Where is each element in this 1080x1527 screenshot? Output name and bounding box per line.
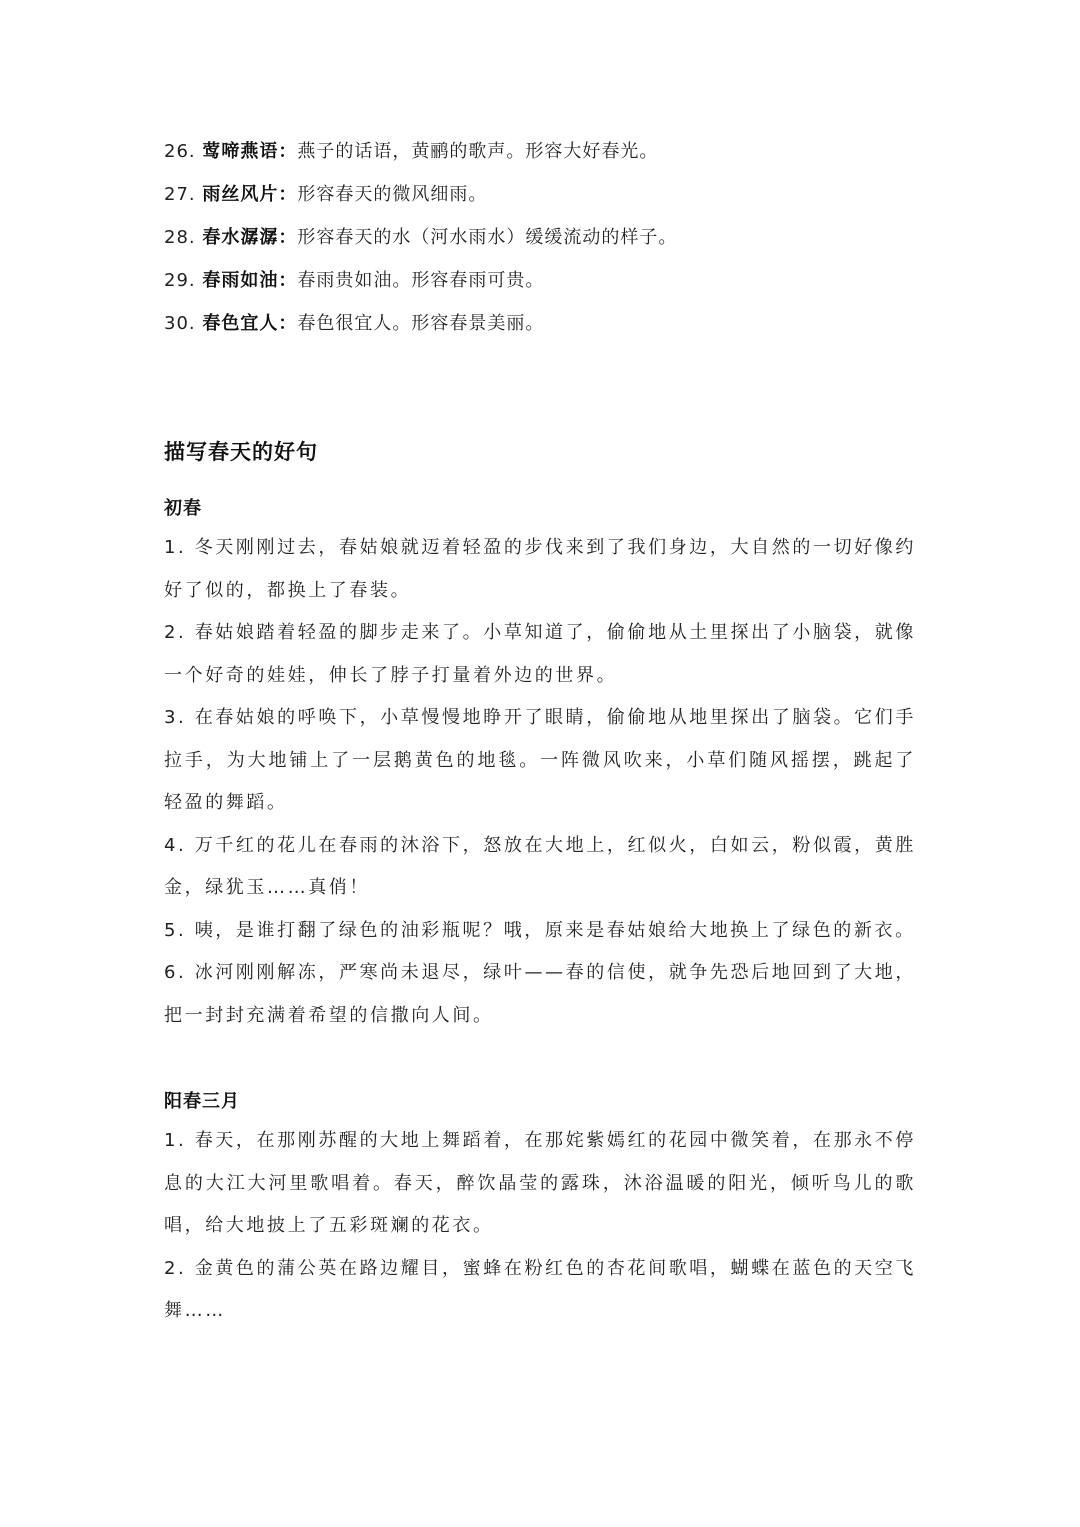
sentence-item: 6. 冰河刚刚解冻，严寒尚未退尽，绿叶——春的信使，就争先恐后地回到了大地，把一封封充满着希望的信撒向人间。: [164, 962, 916, 1026]
idiom-item: [164, 302, 924, 345]
sentence-item: 5. 咦，是谁打翻了绿色的油彩瓶呢？哦，原来是春姑娘给大地换上了绿色的新衣。: [164, 919, 916, 941]
sentence-item: 1. 春天，在那刚苏醒的大地上舞蹈着，在那姹紫嫣红的花园中微笑着，在那永不停息的大江大河里歌唱着。春天，醉饮晶莹的露珠，沐浴温暖的阳光，倾听鸟儿的歌唱，给大地披上了五彩斑斓的花衣。: [164, 1130, 916, 1236]
idiom-description: 春色很宜人。形容春景美丽。: [297, 313, 545, 334]
section-title: 描写春天的好句: [164, 440, 318, 464]
sentence-item: 3. 在春姑娘的呼唤下，小草慢慢地睁开了眼睛，偷偷地从地里探出了脑袋。它们手拉手，为大地铺上了一层鹅黄色的地毯。一阵微风吹来，小草们随风摇摆，跳起了轻盈的舞蹈。: [164, 707, 916, 813]
idiom-list: [164, 130, 924, 345]
idiom-item: [164, 173, 924, 216]
idiom-number: 30.: [164, 313, 196, 334]
idiom-description: 春雨贵如油。形容春雨可贵。: [297, 270, 545, 291]
early-spring-sentences: [164, 527, 916, 1037]
idiom-description: 形容春天的微风细雨。: [297, 184, 488, 205]
idiom-number: 26.: [164, 141, 196, 162]
idiom-term: 莺啼燕语：: [202, 141, 298, 162]
subsection-title-march-spring: 阳春三月: [164, 1091, 240, 1112]
idiom-term: 春雨如油：: [202, 270, 298, 291]
idiom-description: 燕子的话语，黄鹂的歌声。形容大好春光。: [297, 141, 659, 162]
sentence-item: 2. 金黄色的蒲公英在路边耀目，蜜蜂在粉红色的杏花间歌唱，蝴蝶在蓝色的天空飞舞……: [164, 1257, 916, 1321]
idiom-number: 27.: [164, 184, 196, 205]
subsection-title-early-spring: 初春: [164, 498, 202, 519]
march-spring-sentences: [164, 1120, 916, 1333]
idiom-term: 雨丝风片：: [202, 184, 298, 205]
idiom-term: 春色宜人：: [202, 313, 298, 334]
sentence-item: 4. 万千红的花儿在春雨的沐浴下，怒放在大地上，红似火，白如云，粉似霞，黄胜金，绿犹玉……真俏！: [164, 834, 916, 898]
idiom-description: 形容春天的水（河水雨水）缓缓流动的样子。: [297, 227, 678, 248]
idiom-number: 28.: [164, 227, 196, 248]
sentence-item: 2. 春姑娘踏着轻盈的脚步走来了。小草知道了，偷偷地从土里探出了小脑袋，就像一个好奇的娃娃，伸长了脖子打量着外边的世界。: [164, 622, 916, 686]
idiom-item: [164, 216, 924, 259]
idiom-number: 29.: [164, 270, 196, 291]
sentence-item: 1. 冬天刚刚过去，春姑娘就迈着轻盈的步伐来到了我们身边，大自然的一切好像约好了似的，都换上了春装。: [164, 537, 916, 601]
idiom-item: [164, 259, 924, 302]
idiom-term: 春水潺潺：: [202, 227, 298, 248]
idiom-item: [164, 130, 924, 173]
